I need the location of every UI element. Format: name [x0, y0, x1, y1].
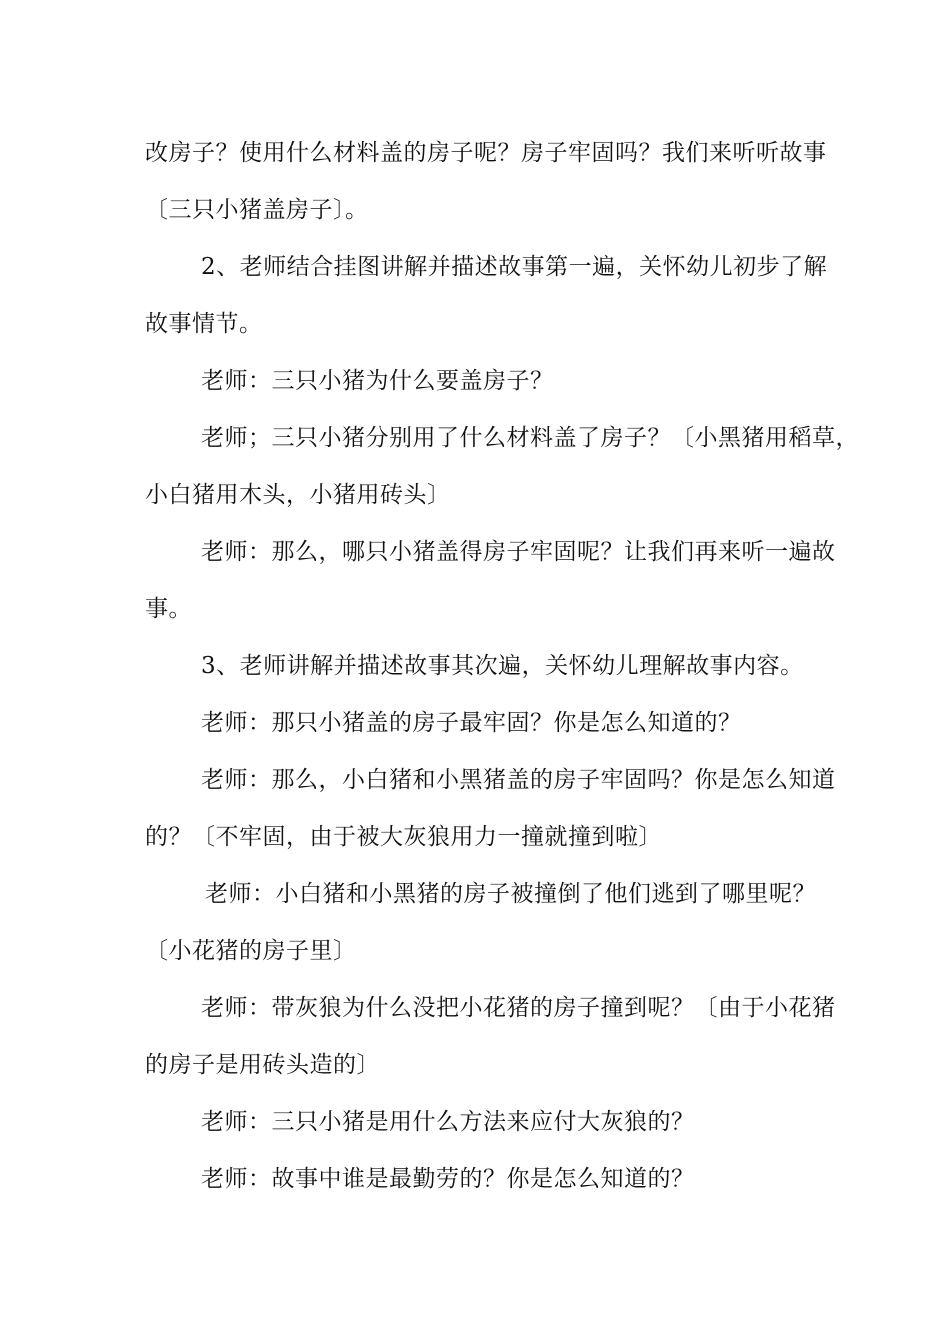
paragraph-line: 3、老师讲解并描述故事其次遍，关怀幼儿理解故事内容。 [201, 653, 804, 679]
paragraph-line: 的房子是用砖头造的〕 [145, 1052, 380, 1078]
paragraph-line: 2、老师结合挂图讲解并描述故事第一遍，关怀幼儿初步了解 [201, 254, 828, 280]
paragraph-line: 老师：三只小猪是用什么方法来应付大灰狼的？ [201, 1109, 695, 1135]
paragraph-line: 老师：那么，哪只小猪盖得房子牢固呢？让我们再来听一遍故 [201, 539, 836, 565]
paragraph-line: 老师：三只小猪为什么要盖房子？ [201, 368, 554, 394]
paragraph-line: 老师：那只小猪盖的房子最牢固？你是怎么知道的？ [201, 710, 742, 736]
paragraph-line: 老师：那么，小白猪和小黑猪盖的房子牢固吗？你是怎么知道 [201, 767, 836, 793]
paragraph-line: 老师：小白猪和小黑猪的房子被撞倒了他们逃到了哪里呢？ [205, 881, 816, 907]
paragraph-line: 老师：故事中谁是最勤劳的？你是怎么知道的？ [201, 1166, 695, 1192]
paragraph-line: 改房子？使用什么材料盖的房子呢？房子牢固吗？我们来听听故事 [145, 140, 827, 166]
paragraph-line: 老师：带灰狼为什么没把小花猪的房子撞到呢？〔由于小花猪 [201, 995, 836, 1021]
paragraph-line: 小白猪用木头，小猪用砖头〕 [145, 482, 451, 508]
paragraph-line: 事。 [145, 596, 192, 622]
paragraph-line: 故事情节。 [145, 311, 263, 337]
paragraph-line: 的？〔不牢固，由于被大灰狼用力一撞就撞到啦〕 [145, 824, 662, 850]
paragraph-line: 〔三只小猪盖房子〕。 [145, 197, 369, 223]
paragraph-line: 〔小花猪的房子里〕 [145, 938, 357, 964]
paragraph-line: 老师；三只小猪分别用了什么材料盖了房子？〔小黑猪用稻草， [201, 425, 859, 451]
